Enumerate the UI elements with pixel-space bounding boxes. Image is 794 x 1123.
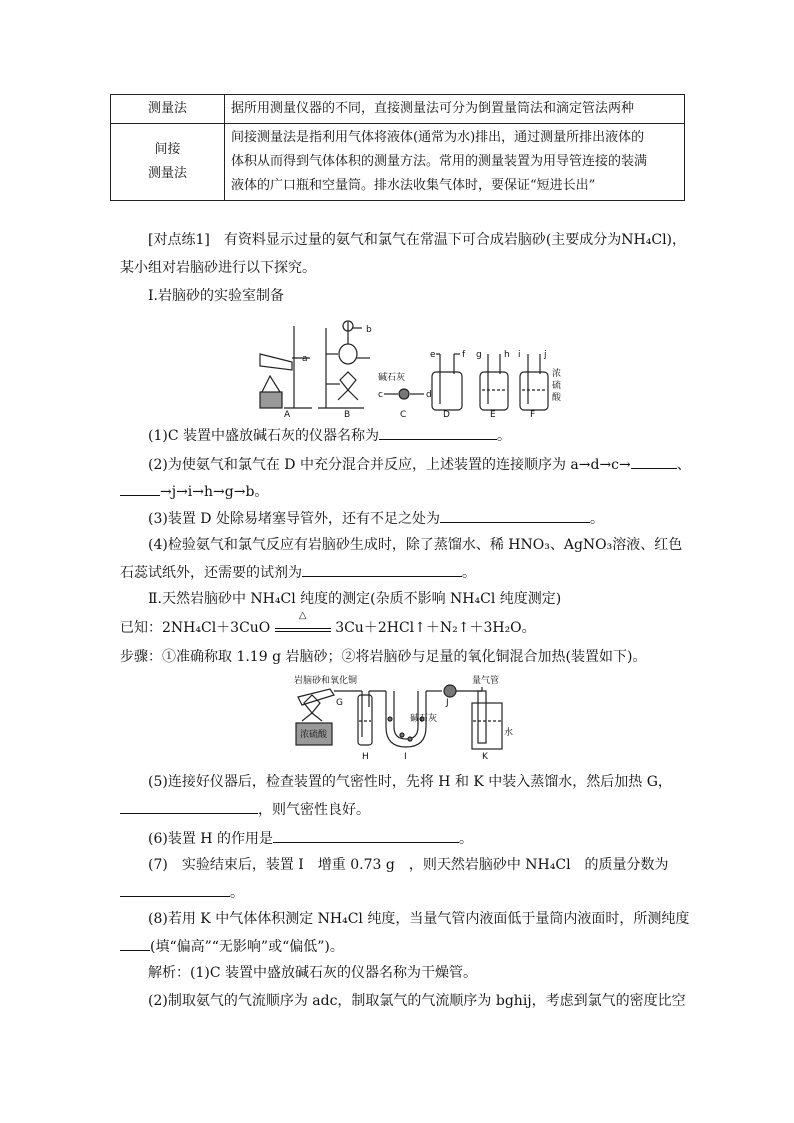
- port-label: g: [476, 350, 482, 360]
- question-4: (4)检验氨气和氯气反应有岩脑砂生成时，除了蒸馏水、稀 HNO₃、AgNO₃溶液、红色: [148, 537, 683, 553]
- question-1: [148, 425, 708, 446]
- question-text: ，则气密性良好。: [258, 802, 370, 818]
- question-4-cont: [120, 562, 680, 583]
- table-cell-text: [225, 124, 685, 201]
- table-cell-label: [111, 124, 225, 201]
- punct: 、: [676, 457, 691, 473]
- procedure-steps: 步骤：①准确称取 1.19 g 岩脑砂；②将岩脑砂与足量的氧化铜混合加热(装置如下)。: [120, 649, 647, 665]
- answer-blank[interactable]: [120, 481, 160, 496]
- exercise-intro: [对点练1] 有资料显示过量的氨气和氯气在常温下可合成岩脑砂(主要成分为NH₄Cl)，: [148, 232, 687, 248]
- table-cell-label: 测量法: [111, 95, 225, 124]
- question-text: (1)C 装置中盛放碱石灰的仪器名称为: [148, 428, 379, 444]
- measurement-method-table: [110, 94, 685, 201]
- answer-blank[interactable]: [120, 799, 258, 814]
- apparatus-label: I: [404, 752, 407, 762]
- text-line: 液体的广口瓶和空量筒。排水法收集气体时，要保证“短进长出”: [231, 178, 596, 193]
- known-label: 已知：: [120, 620, 162, 636]
- analysis-1: 解析：(1)C 装置中盛放碱石灰的仪器名称为干燥管。: [148, 965, 477, 981]
- label-line: 间接: [154, 142, 181, 157]
- answer-blank[interactable]: [440, 508, 590, 523]
- text-line: 间接测量法是指利用气体将液体(通常为水)排出，通过测量所排出液体的: [231, 130, 645, 145]
- answer-blank[interactable]: [120, 882, 230, 897]
- lime-label: 碱石灰: [378, 373, 406, 383]
- answer-blank[interactable]: [302, 562, 462, 577]
- question-text: 石蕊试纸外，还需要的试剂为: [120, 565, 302, 581]
- lime-label: 碱石灰: [410, 714, 438, 724]
- question-text: →j→i→h→g→b。: [160, 484, 269, 500]
- acid-label: 浓硫酸: [300, 730, 328, 740]
- apparatus-label: H: [362, 752, 369, 762]
- punct: 。: [458, 831, 473, 847]
- heat-symbol: △: [298, 610, 307, 621]
- port-label: j: [544, 350, 547, 360]
- port-label: e: [430, 350, 436, 360]
- port-label: i: [518, 350, 521, 360]
- question-6: [148, 828, 708, 849]
- question-8: (8)若用 K 中气体体积测定 NH₄Cl 纯度，当量气管内液面低于量筒内液面时，所测纯度: [148, 911, 690, 927]
- part2-title: Ⅱ.天然岩脑砂中 NH₄Cl 纯度的测定(杂质不影响 NH₄Cl 纯度测定): [148, 591, 562, 607]
- reagent-label: 岩脑砂和氧化铜: [294, 676, 358, 686]
- equation-right: 3Cu＋2HCl↑＋N₂↑＋3H₂O。: [335, 620, 536, 636]
- question-text: (6)装置 H 的作用是: [148, 831, 273, 847]
- known-equation: [120, 610, 680, 638]
- table-row: [111, 95, 685, 124]
- gas-tube-label: 量气管: [472, 676, 500, 686]
- punct: 。: [230, 885, 244, 901]
- label-line: 测量法: [147, 166, 187, 181]
- question-text: (填“偏高”“无影响”或“偏低”)。: [150, 939, 344, 955]
- apparatus-label: B: [344, 410, 351, 418]
- question-5-cont: [120, 799, 680, 820]
- text-line: 体积从而得到气体体积的测量方法。常用的测量装置为用导管连接的装满: [231, 154, 648, 169]
- question-7-cont: [120, 882, 680, 903]
- acid-label: 浓: [552, 369, 562, 379]
- question-2-cont: [120, 481, 680, 502]
- answer-blank[interactable]: [273, 828, 459, 843]
- port-label: h: [504, 350, 510, 360]
- port-label: f: [462, 350, 466, 360]
- answer-blank[interactable]: [379, 425, 497, 440]
- port-label: a: [302, 354, 308, 364]
- table-row: [111, 124, 685, 201]
- question-8-cont: [120, 936, 680, 957]
- apparatus-label: C: [400, 410, 407, 418]
- apparatus-figure-2: [290, 673, 522, 765]
- question-5: (5)连接好仪器后，检查装置的气密性时，先将 H 和 K 中装入蒸馏水，然后加热 G，: [148, 774, 672, 790]
- answer-blank[interactable]: [120, 936, 150, 951]
- answer-blank[interactable]: [631, 454, 677, 469]
- question-7: (7) 实验结束后，装置 I 增重 0.73 g ，则天然岩脑砂中 NH₄Cl 的质量分数为: [148, 857, 669, 873]
- port-label: b: [366, 325, 372, 335]
- question-2: [148, 454, 708, 475]
- apparatus-figure-1: [252, 314, 562, 418]
- punct: 。: [462, 565, 476, 581]
- port-label: d: [426, 390, 432, 400]
- apparatus-label: J: [446, 698, 449, 708]
- equation-arrow: [275, 610, 331, 632]
- apparatus-label: A: [284, 410, 291, 418]
- apparatus-label: G: [336, 698, 343, 708]
- apparatus-label: F: [530, 410, 536, 418]
- part1-title: Ⅰ.岩脑砂的实验室制备: [148, 288, 284, 304]
- table-cell-text: 据所用测量仪器的不同，直接测量法可分为倒置量筒法和滴定管法两种: [225, 95, 685, 124]
- acid-label: 酸: [552, 393, 562, 403]
- question-text: (2)为使氨气和氯气在 D 中充分混合并反应，上述装置的连接顺序为 a→d→c→: [148, 457, 631, 473]
- equation-left: 2NH₄Cl＋3CuO: [162, 620, 271, 636]
- punct: 。: [589, 511, 604, 527]
- apparatus-label: E: [490, 410, 496, 418]
- apparatus-label: K: [482, 752, 488, 762]
- analysis-2: (2)制取氨气的气流顺序为 adc，制取氯气的气流顺序为 bghij，考虑到氯气的密度比空: [148, 993, 686, 1009]
- question-3: [148, 508, 708, 529]
- question-text: (3)装置 D 处除易堵塞导管外，还有不足之处为: [148, 511, 440, 527]
- water-label: 水: [504, 728, 514, 738]
- apparatus-label: D: [443, 410, 450, 418]
- acid-label: 硫: [552, 381, 562, 391]
- punct: 。: [497, 428, 511, 444]
- port-label: c: [378, 390, 383, 400]
- exercise-intro-cont: 某小组对岩脑砂进行以下探究。: [120, 260, 316, 276]
